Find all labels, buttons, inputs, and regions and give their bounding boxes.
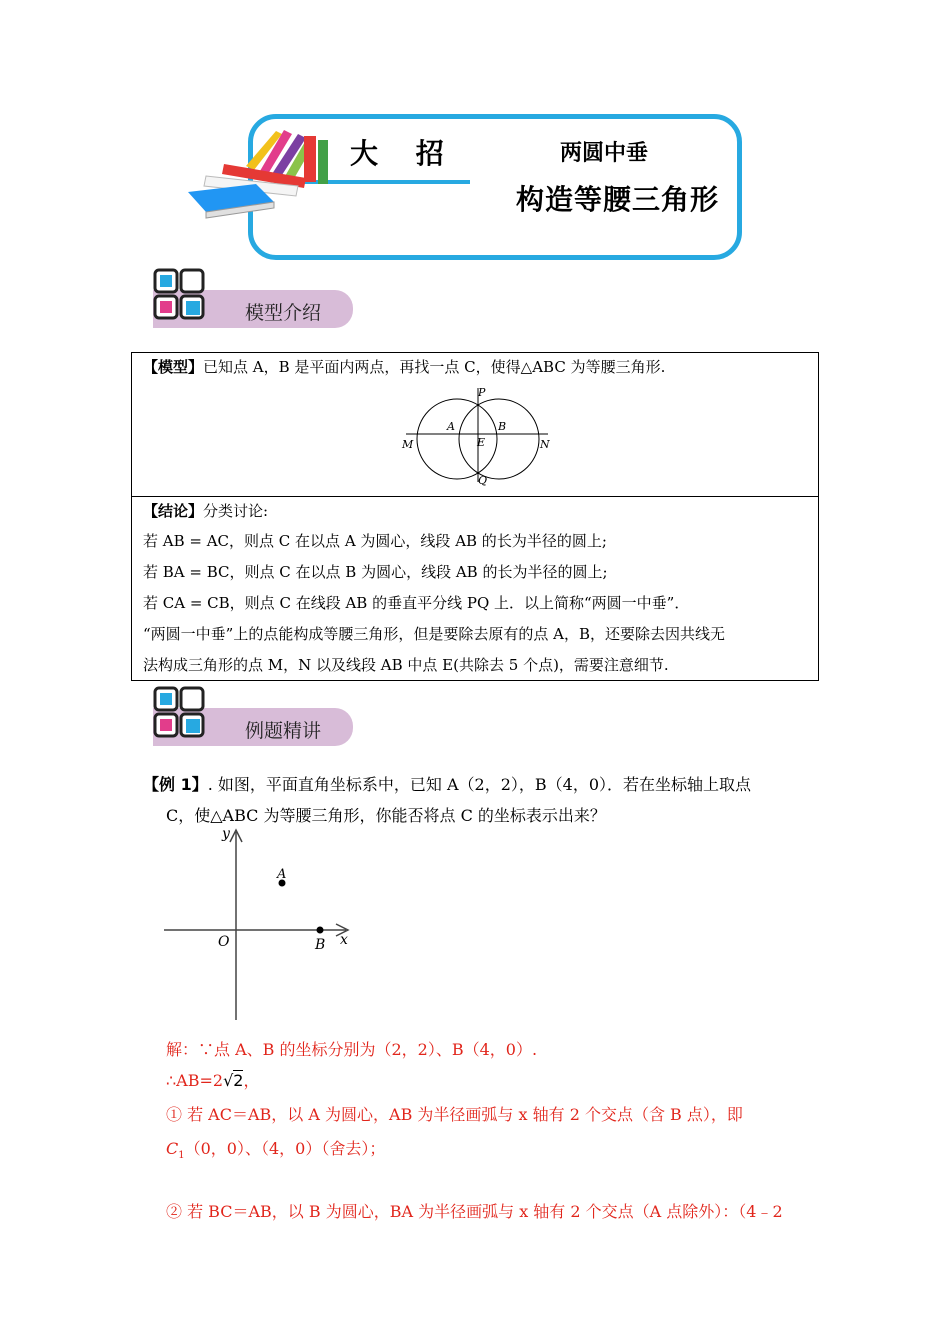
label-E: E	[477, 436, 486, 449]
conclusion-intro: 分类讨论:	[203, 502, 269, 520]
model-text: 已知点 A，B 是平面内两点，再找一点 C，使得△ABC 为等腰三角形.	[203, 358, 666, 376]
section-title-examples: 例题精讲	[245, 720, 322, 742]
conclusion-line-3: 若 CA = CB，则点 C 在线段 AB 的垂直平分线 PQ 上．以上简称“两圆一中垂”．	[143, 594, 690, 612]
coordinate-graph	[160, 822, 360, 1026]
model-box-divider	[131, 496, 819, 497]
conclusion-line-2: 若 BA = BC，则点 C 在以点 B 为圆心，线段 AB 的长为半径的圆上;	[143, 563, 608, 581]
label-P: P	[478, 386, 486, 399]
example1-text-1: . 如图，平面直角坐标系中，已知 A（2，2），B（4，0）．若在坐标轴上取点	[207, 775, 752, 794]
solution-line-4-rest: （0，0）、（4，0）（舍去）；	[184, 1139, 386, 1158]
solution-line-2	[166, 1068, 259, 1091]
conclusion-line-5: 法构成三角形的点 M，N 以及线段 AB 中点 E(共除去 5 个点)，需要注意细节.	[143, 656, 669, 674]
section-title-model: 模型介绍	[245, 302, 322, 324]
solution-line-1: 解：∵点 A、B 的坐标分别为（2，2）、B（4，0）.	[166, 1040, 538, 1059]
solution-line-3: ① 若 AC＝AB，以 A 为圆心，AB 为半径画弧与 x 轴有 2 个交点（含 B 点），即	[166, 1105, 743, 1124]
two-circles-figure	[398, 382, 558, 492]
banner-subtitle-2: 构造等腰三角形	[516, 183, 720, 216]
banner-subtitle-1: 两圆中垂	[560, 140, 649, 166]
solution-ab-prefix: ∴AB=2	[166, 1071, 224, 1090]
solution-line-5: ② 若 BC＝AB，以 B 为圆心，BA 为半径画弧与 x 轴有 2 个交点（A 点除外）：（4﹣2	[166, 1202, 783, 1221]
label-B: B	[498, 420, 507, 433]
solution-c-sub: 1	[178, 1150, 185, 1162]
model-statement	[143, 356, 665, 377]
model-tag: 【模型】	[143, 358, 204, 376]
example1-tag: 【例 1】	[143, 775, 208, 794]
point-B	[317, 927, 324, 934]
conclusion-tag: 【结论】	[143, 502, 204, 520]
books-icon	[186, 126, 336, 226]
axis-label-y: y	[222, 826, 230, 842]
label-Q: Q	[478, 474, 488, 487]
grid-icon	[153, 268, 213, 330]
label-A: A	[447, 420, 455, 433]
sqrt-radicand: 2	[233, 1071, 244, 1090]
point-B-label: B	[315, 937, 326, 953]
conclusion-heading	[143, 500, 268, 521]
label-N: N	[540, 438, 550, 451]
sqrt-symbol: √	[223, 1071, 234, 1090]
banner-title: 大 招	[350, 137, 458, 170]
solution-c: C	[166, 1139, 179, 1158]
example1-line-2: C，使△ABC 为等腰三角形，你能否将点 C 的坐标表示出来？	[166, 806, 606, 825]
point-A-label: A	[277, 867, 287, 882]
origin-label: O	[218, 934, 230, 950]
example1-line-1	[143, 772, 751, 795]
conclusion-line-1: 若 AB = AC，则点 C 在以点 A 为圆心，线段 AB 的长为半径的圆上;	[143, 532, 607, 550]
grid-icon	[153, 686, 213, 748]
label-M: M	[402, 438, 414, 451]
axis-label-x: x	[340, 932, 348, 948]
solution-line-4	[166, 1136, 385, 1161]
conclusion-line-4: “两圆一中垂”上的点能构成等腰三角形，但是要除去原有的点 A，B，还要除去因共线无	[143, 625, 725, 643]
solution-ab-suffix: ，	[243, 1071, 260, 1090]
